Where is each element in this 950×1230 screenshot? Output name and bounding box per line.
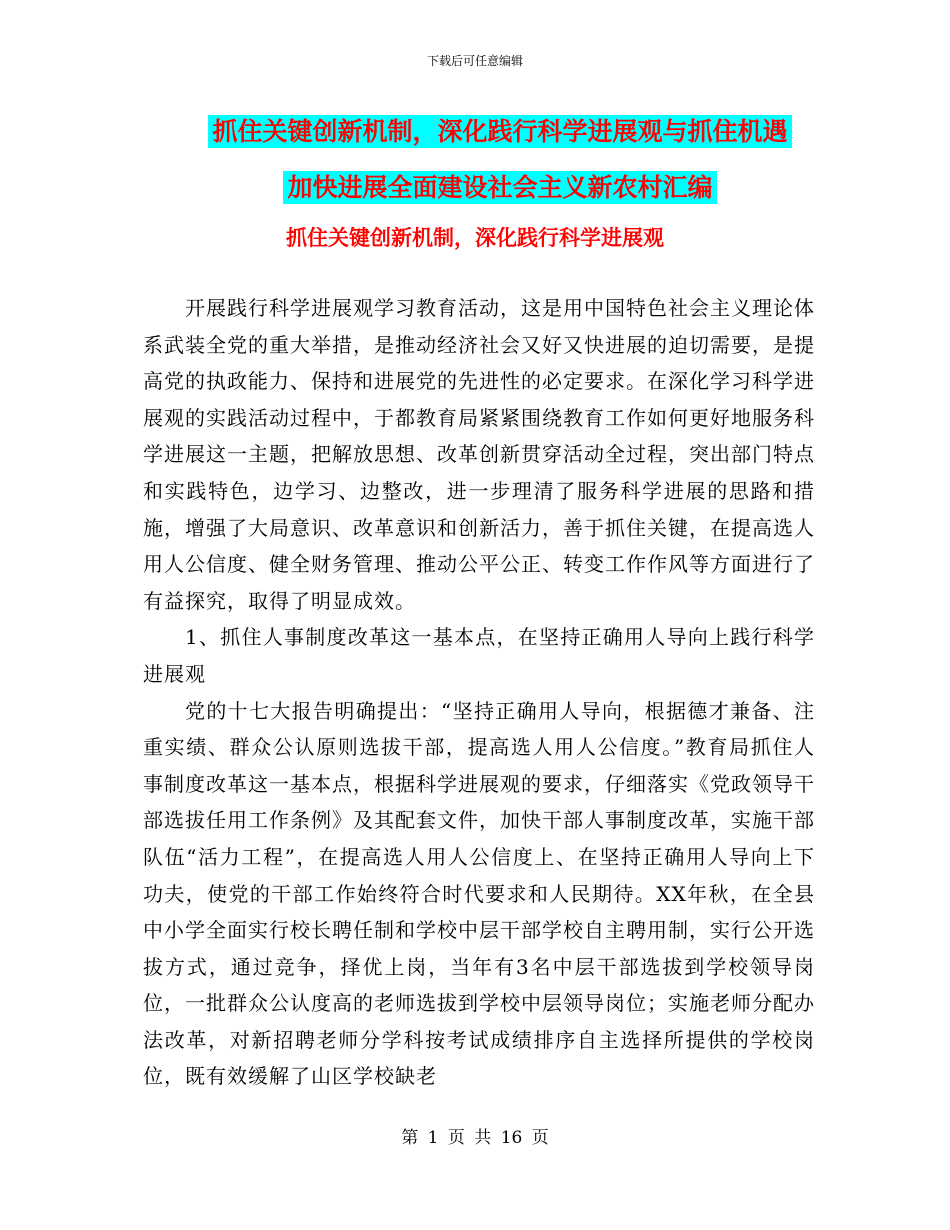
document-body: [143, 290, 815, 1095]
title-line-1: [150, 112, 850, 152]
page-number: 第 1 页 共 16 页: [401, 1128, 549, 1148]
page-header-note: 下载后可任意编辑: [426, 54, 523, 68]
paragraph-point-1-heading: 1、抓住人事制度改革这一基本点，在坚持正确用人导向上践行科学进展观: [143, 625, 815, 686]
title-line-2-text: 加快进展全面建设社会主义新农村汇编: [283, 171, 716, 204]
title-line-2: [150, 168, 850, 208]
document-title: [150, 112, 850, 224]
paragraph-intro: 开展践行科学进展观学习教育活动，这是用中国特色社会主义理论体系武装全党的重大举措，是推动经济社会又好又快进展的迫切需要，是提高党的执政能力、保持和进展党的先进性的必定要求。在深化学习科学进展观的实践活动过程中，于都教育局紧紧围绕教育工作如何更好地服务科学进展这一主题，把解放思想、改革创新贯穿活动全过程，突出部门特点和实践特色，边学习、边整改，进一步理清了服务科学进展的思路和措施，增强了大局意识、改革意识和创新活力，善于抓住关键，在提高选人用人公信度、健全财务管理、推动公平公正、转变工作作风等方面进行了有益探究，取得了明显成效。: [143, 296, 815, 613]
title-line-1-text: 抓住关键创新机制，深化践行科学进展观与抓住机遇: [208, 115, 791, 148]
section-heading: 抓住关键创新机制，深化践行科学进展观: [286, 226, 664, 250]
paragraph-point-1-body: 党的十七大报告明确提出：“坚持正确用人导向，根据德才兼备、注重实绩、群众公认原则选拔干部，提高选人用人公信度。”教育局抓住人事制度改革这一基本点，根据科学进展观的要求，仔细落实《党政领导干部选拔任用工作条例》及其配套文件，加快干部人事制度改革，实施干部队伍“活力工程”，在提高选人用人公信度上、在坚持正确用人导向上下功夫，使党的干部工作始终符合时代要求和人民期待。XX年秋，在全县中小学全面实行校长聘任制和学校中层干部学校自主聘用制，实行公开选拔方式，通过竞争，择优上岗，当年有3名中层干部选拔到学校领导岗位，一批群众公认度高的老师选拔到学校中层领导岗位；实施老师分配办法改革，对新招聘老师分学科按考试成绩排序自主选择所提供的学校岗位，既有效缓解了山区学校缺老: [143, 698, 815, 1089]
